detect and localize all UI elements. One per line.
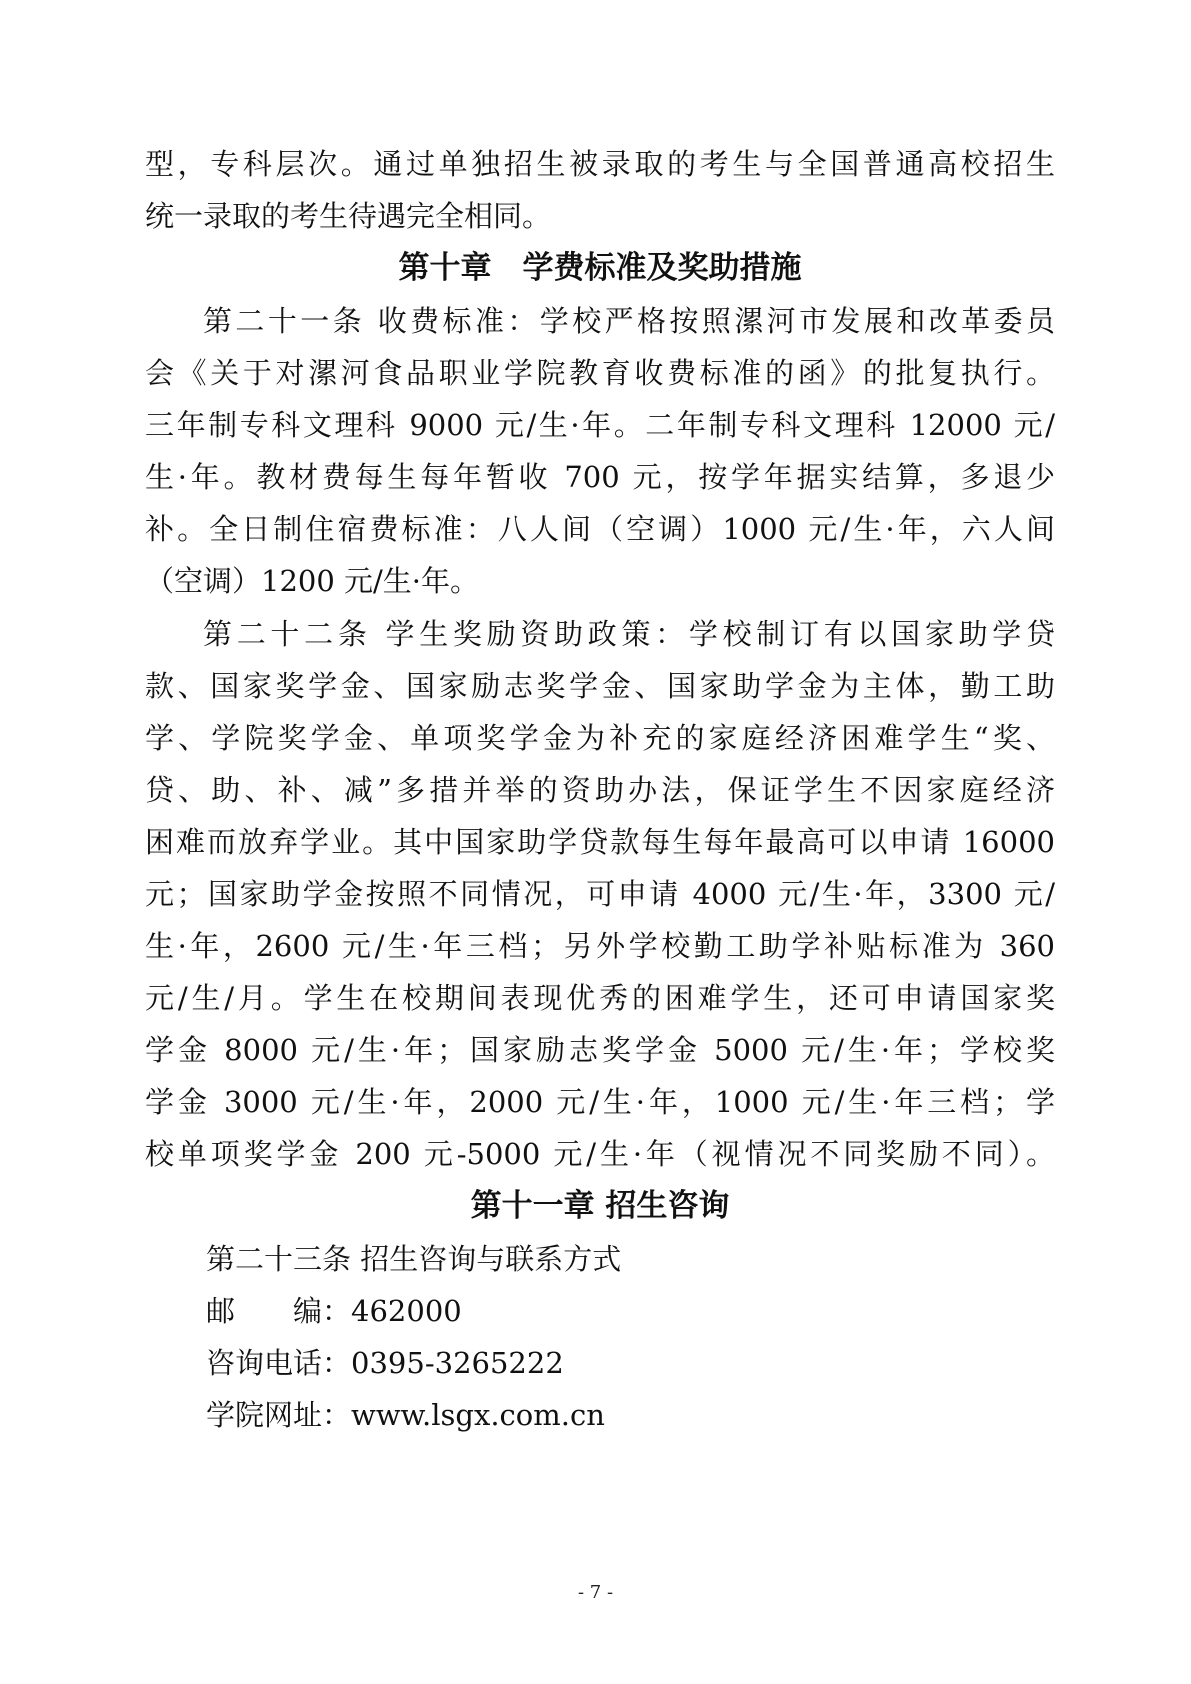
postcode-value: 462000 — [351, 1294, 462, 1328]
text-line: 补。全日制住宿费标准：八人间（空调）1000 元/生·年，六人间 — [145, 512, 1055, 546]
text-line: 学、学院奖学金、单项奖学金为补充的家庭经济困难学生“奖、 — [145, 721, 1055, 755]
phone-label: 咨询电话： — [206, 1346, 352, 1380]
text-line: 三年制专科文理科 9000 元/生·年。二年制专科文理科 12000 元/ — [145, 408, 1055, 442]
text-line: 型，专科层次。通过单独招生被录取的考生与全国普通高校招生 — [145, 147, 1055, 181]
text-line: 贷、助、补、减”多措并举的资助办法，保证学生不因家庭经济 — [145, 773, 1055, 807]
text-line: 元；国家助学金按照不同情况，可申请 4000 元/生·年，3300 元/ — [145, 877, 1055, 911]
text-line: 学金 8000 元/生·年；国家励志奖学金 5000 元/生·年；学校奖 — [145, 1033, 1055, 1067]
website-row — [206, 1387, 906, 1443]
phone-row — [206, 1335, 906, 1391]
text-line: 学金 3000 元/生·年，2000 元/生·年，1000 元/生·年三档；学 — [145, 1085, 1055, 1119]
chapter-heading — [145, 1178, 1055, 1234]
chapter-heading-text: 第十一章 招生咨询 — [470, 1188, 730, 1224]
website-label: 学院网址： — [206, 1398, 352, 1432]
text-line: 统一录取的考生待遇完全相同。 — [145, 199, 552, 233]
text-line: 困难而放弃学业。其中国家助学贷款每生每年最高可以申请 16000 — [145, 825, 1055, 859]
text-line: （空调）1200 元/生·年。 — [145, 564, 480, 598]
text-line: 会《关于对漯河食品职业学院教育收费标准的函》的批复执行。 — [145, 356, 1055, 390]
text-line: 第二十一条 收费标准：学校严格按照漯河市发展和改革委员 — [203, 304, 1055, 338]
chapter-heading — [145, 240, 1055, 296]
text-line: 第二十二条 学生奖励资助政策：学校制订有以国家助学贷 — [203, 617, 1055, 651]
text-line: 校单项奖学金 200 元-5000 元/生·年（视情况不同奖励不同）。 — [145, 1137, 1055, 1171]
text-line: 款、国家奖学金、国家励志奖学金、国家助学金为主体，勤工助 — [145, 669, 1055, 703]
text-line: 生·年，2600 元/生·年三档；另外学校勤工助学补贴标准为 360 — [145, 929, 1055, 963]
postcode-row — [206, 1283, 906, 1339]
page-number: - 7 - — [577, 1582, 614, 1603]
chapter-heading-text: 第十章 学费标准及奖助措施 — [398, 250, 802, 286]
website-link[interactable]: www.lsgx.com.cn — [351, 1398, 605, 1432]
postcode-label: 邮 编： — [206, 1294, 352, 1328]
article-title: 第二十三条 招生咨询与联系方式 — [206, 1242, 622, 1276]
text-line: 元/生/月。学生在校期间表现优秀的困难学生，还可申请国家奖 — [145, 981, 1055, 1015]
phone-value: 0395-3265222 — [351, 1346, 564, 1380]
text-line: 生·年。教材费每生每年暂收 700 元，按学年据实结算，多退少 — [145, 460, 1055, 494]
